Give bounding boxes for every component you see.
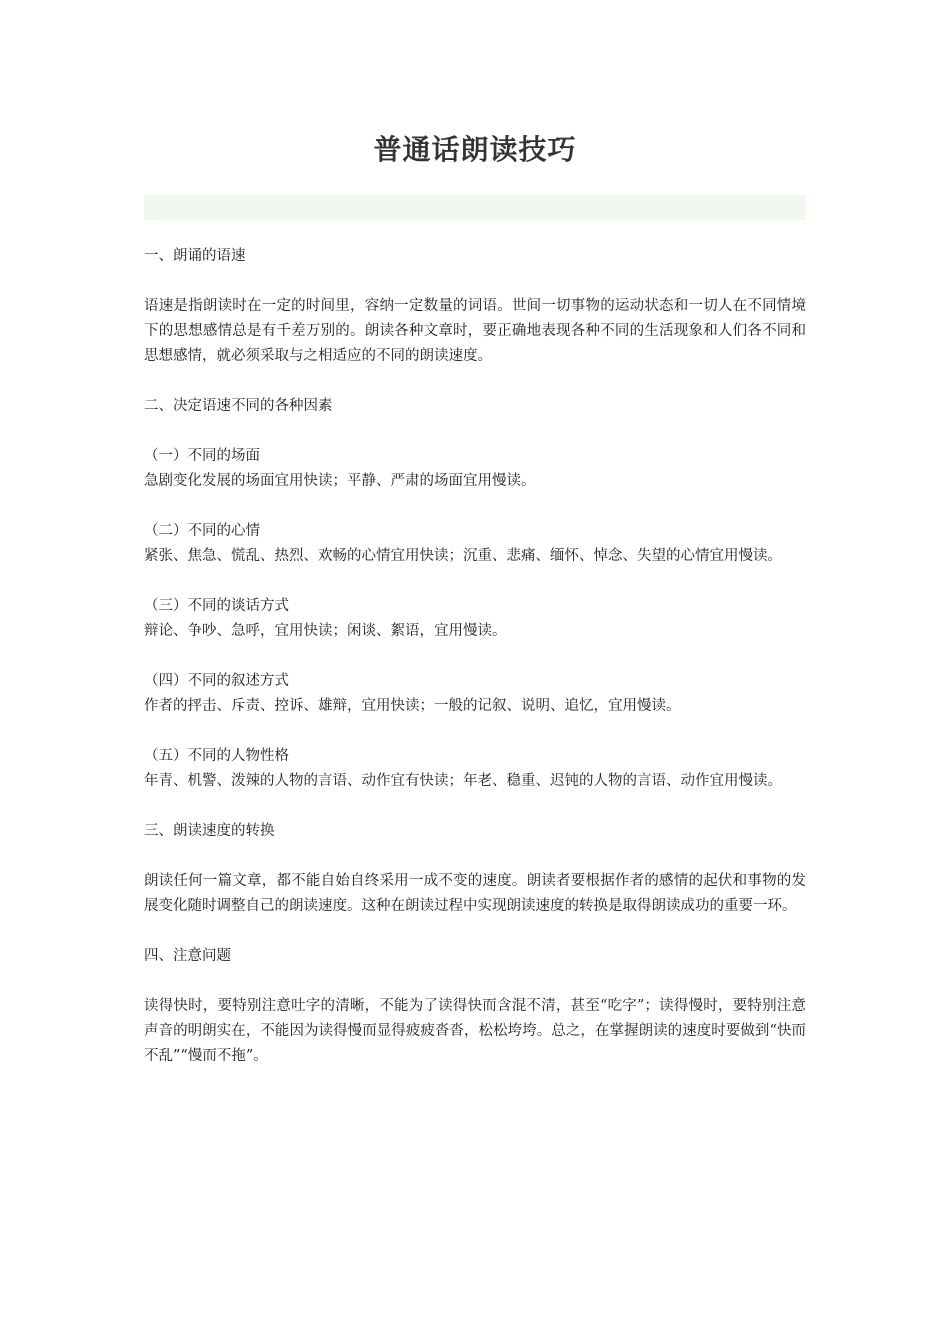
- factor-label: （三）不同的谈话方式: [144, 598, 289, 614]
- spacer: [144, 494, 806, 519]
- spacer: [144, 844, 806, 869]
- factor-text: 急剧变化发展的场面宜用快读；平静、严肃的场面宜用慢读。: [144, 473, 536, 489]
- section-heading-2: 二、决定语速不同的各种因素: [144, 398, 333, 414]
- section-heading-4: 四、注意问题: [144, 948, 231, 964]
- spacer: [144, 419, 806, 444]
- spacer: [144, 719, 806, 744]
- factor-text: 紧张、焦急、慌乱、热烈、欢畅的心情宜用快读；沉重、悲痛、缅怀、悼念、失望的心情宜用慢读。: [144, 548, 782, 564]
- factor-label: （一）不同的场面: [144, 448, 260, 464]
- factor-label: （四）不同的叙述方式: [144, 673, 289, 689]
- section-paragraph-1: 语速是指朗读时在一定的时间里，容纳一定数量的词语。世间一切事物的运动状态和一切人在不同情境下的思想感情总是有千差万别的。朗读各种文章时，要正确地表现各种不同的生活现象和人们各不同和思想感情，就必须采取与之相适应的不同的朗读速度。: [144, 298, 806, 364]
- section-paragraph-4: 读得快时，要特别注意吐字的清晰，不能为了读得快而含混不清，甚至“吃字”；读得慢时，要特别注意声音的明朗实在，不能因为读得慢而显得疲疲沓沓，松松垮垮。总之，在掌握朗读的速度时要做到“快而不乱”“慢而不拖”。: [144, 998, 806, 1064]
- factor-text: 辩论、争吵、急呼，宜用快读；闲谈、絮语，宜用慢读。: [144, 623, 507, 639]
- factor-label: （二）不同的心情: [144, 523, 260, 539]
- section-paragraph-3: 朗读任何一篇文章，都不能自始自终采用一成不变的速度。朗读者要根据作者的感情的起伏和事物的发展变化随时调整自己的朗读速度。这种在朗读过程中实现朗读速度的转换是取得朗读成功的重要一环。: [144, 873, 806, 914]
- spacer: [144, 369, 806, 394]
- spacer: [144, 919, 806, 944]
- spacer: [144, 269, 806, 294]
- factor-text: 年青、机警、泼辣的人物的言语、动作宜有快读；年老、稳重、迟钝的人物的言语、动作宜用慢读。: [144, 773, 782, 789]
- page-title: 普通话朗读技巧: [373, 133, 577, 166]
- spacer: [144, 794, 806, 819]
- spacer: [144, 644, 806, 669]
- section-heading-1: 一、朗诵的语速: [144, 248, 246, 264]
- spacer: [144, 569, 806, 594]
- title-divider-band: [144, 195, 806, 220]
- factor-text: 作者的抨击、斥责、控诉、雄辩，宜用快读；一般的记叙、说明、追忆，宜用慢读。: [144, 698, 681, 714]
- factor-label: （五）不同的人物性格: [144, 748, 289, 764]
- spacer: [144, 969, 806, 994]
- document-body: [144, 244, 806, 1069]
- section-heading-3: 三、朗读速度的转换: [144, 823, 275, 839]
